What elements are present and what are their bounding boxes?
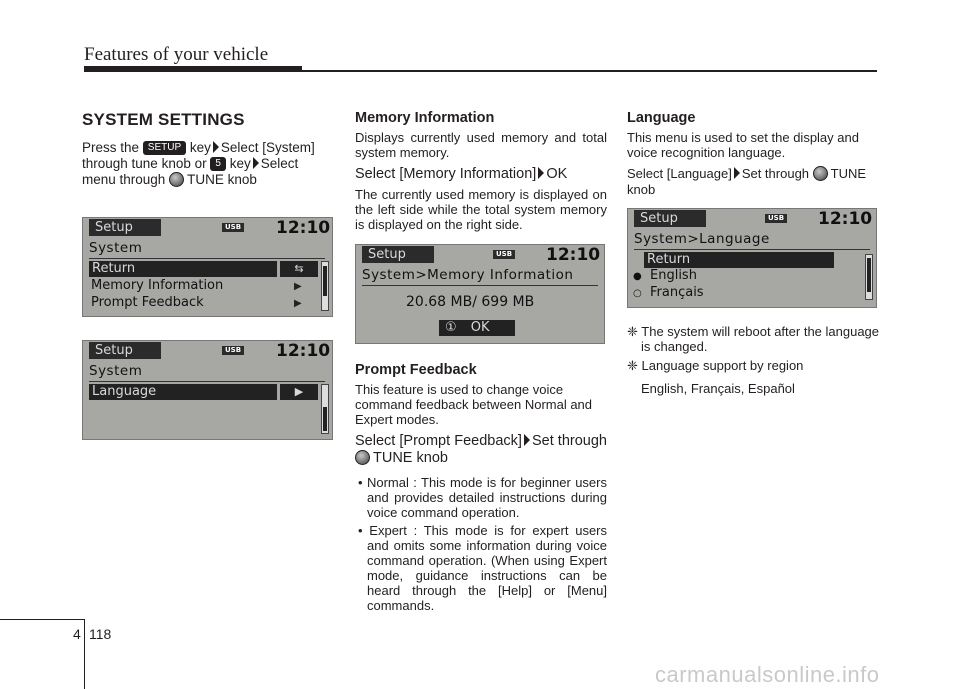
prompt-step: Select [Prompt Feedback] Set through TUNE knob xyxy=(355,433,607,466)
heading-prompt-feedback: Prompt Feedback xyxy=(355,362,477,378)
screen-tab-setup: Setup xyxy=(634,210,706,227)
scrollbar-thumb[interactable] xyxy=(323,407,327,431)
arrow-right-icon xyxy=(213,141,219,153)
memory-detail: The currently used memory is displayed on the left side while the total system memory is displayed on the right side. xyxy=(355,187,607,232)
chapter-number: 4 xyxy=(73,626,81,642)
arrow-right-icon xyxy=(524,434,530,446)
scrollbar-thumb[interactable] xyxy=(867,258,871,292)
return-icon[interactable]: ⇆ xyxy=(280,261,318,277)
chevron-right-icon: ▶ xyxy=(294,298,302,309)
usb-icon: USB xyxy=(493,250,515,259)
chevron-right-icon[interactable]: ▶ xyxy=(280,384,318,400)
system-instructions: Press the SETUP key Select [System] through tune knob or 5 key Select menu through TUNE knob xyxy=(82,140,315,187)
page-header-title: Features of your vehicle xyxy=(84,44,269,65)
footer-rule xyxy=(0,619,84,620)
menu-row-language[interactable]: Language xyxy=(89,384,277,400)
menu-row-prompt-feedback[interactable]: Prompt Feedback xyxy=(91,295,204,310)
column-memory-prompt xyxy=(355,110,607,238)
screen-title: System xyxy=(89,363,143,379)
tune-knob-icon xyxy=(355,450,370,465)
arrow-right-icon xyxy=(538,167,544,179)
screen-title: System>Memory Information xyxy=(362,267,574,283)
tune-knob-icon xyxy=(169,172,184,187)
screen-system-language-menu xyxy=(82,340,333,440)
menu-row-return[interactable]: Return xyxy=(644,252,834,268)
screen-clock: 12:10 xyxy=(818,209,873,229)
screen-title: System>Language xyxy=(634,231,770,247)
option-francais[interactable]: Français xyxy=(650,285,704,300)
five-key-badge: 5 xyxy=(210,157,226,171)
screen-clock: 12:10 xyxy=(276,341,331,361)
title-divider xyxy=(89,258,325,259)
screen-memory-information xyxy=(355,244,605,344)
screen-language xyxy=(627,208,877,308)
supported-languages: English, Français, Español xyxy=(641,381,795,396)
list-item-expert-mode: • Expert : This mode is for expert users and omits some information during voice command operation. (When using Expert mode, guidance instructions can be heard through the [Help] or [Menu] commands. xyxy=(358,523,607,613)
column-language-notes xyxy=(627,324,879,396)
section-heading-system-settings: SYSTEM SETTINGS xyxy=(82,110,245,129)
note-region: ❈ Language support by region xyxy=(627,358,804,373)
scrollbar[interactable] xyxy=(865,254,873,300)
title-divider xyxy=(89,381,325,382)
radio-unselected-icon[interactable]: ○ xyxy=(633,288,642,299)
chevron-right-icon: ▶ xyxy=(294,281,302,292)
setup-key-badge: SETUP xyxy=(143,141,186,155)
screen-system-menu xyxy=(82,217,333,317)
usb-icon: USB xyxy=(222,346,244,355)
prompt-description: This feature is used to change voice command feedback between Normal and Expert modes. xyxy=(355,382,593,427)
scrollbar-thumb[interactable] xyxy=(323,266,327,296)
option-english[interactable]: English xyxy=(650,268,697,283)
header-rule-thin xyxy=(302,70,877,72)
menu-row-memory-information[interactable]: Memory Information xyxy=(91,278,224,293)
ok-button[interactable]: ① OK xyxy=(439,320,515,336)
prompt-mode-list xyxy=(355,475,607,613)
arrow-right-icon xyxy=(253,157,259,169)
screen-tab-setup: Setup xyxy=(89,219,161,236)
column-system-settings xyxy=(82,110,334,196)
heading-memory-information: Memory Information xyxy=(355,110,495,126)
page-number: 118 xyxy=(89,626,112,642)
screen-clock: 12:10 xyxy=(276,218,331,238)
screen-clock: 12:10 xyxy=(546,245,601,265)
column-prompt-feedback xyxy=(355,362,607,616)
scrollbar[interactable] xyxy=(321,384,329,434)
language-step: Select [Language] Set through TUNE knob xyxy=(627,166,867,197)
info-icon: ① xyxy=(445,320,457,335)
title-divider xyxy=(362,285,598,286)
screen-tab-setup: Setup xyxy=(362,246,434,263)
note-reboot: ❈ The system will reboot after the language is changed. xyxy=(627,324,880,354)
list-item-normal-mode: • Normal : This mode is for beginner users and provides detailed instructions during voice command operation. xyxy=(358,475,607,520)
scrollbar[interactable] xyxy=(321,261,329,311)
memory-value: 20.68 MB/ 699 MB xyxy=(406,294,535,310)
title-divider xyxy=(634,249,870,250)
header-rule-thick xyxy=(84,66,302,72)
memory-step: Select [Memory Information] OK xyxy=(355,166,568,182)
language-description: This menu is used to set the display and voice recognition language. xyxy=(627,130,859,160)
arrow-right-icon xyxy=(734,167,740,179)
heading-language: Language xyxy=(627,110,696,126)
radio-selected-icon[interactable]: ● xyxy=(633,271,642,282)
memory-description: Displays currently used memory and total system memory. xyxy=(355,130,607,160)
usb-icon: USB xyxy=(222,223,244,232)
watermark: carmanualsonline.info xyxy=(655,662,880,687)
usb-icon: USB xyxy=(765,214,787,223)
column-language xyxy=(627,110,879,206)
footer-divider xyxy=(84,619,85,689)
screen-tab-setup: Setup xyxy=(89,342,161,359)
menu-row-return[interactable]: Return xyxy=(89,261,277,277)
screen-title: System xyxy=(89,240,143,256)
tune-knob-icon xyxy=(813,166,828,181)
